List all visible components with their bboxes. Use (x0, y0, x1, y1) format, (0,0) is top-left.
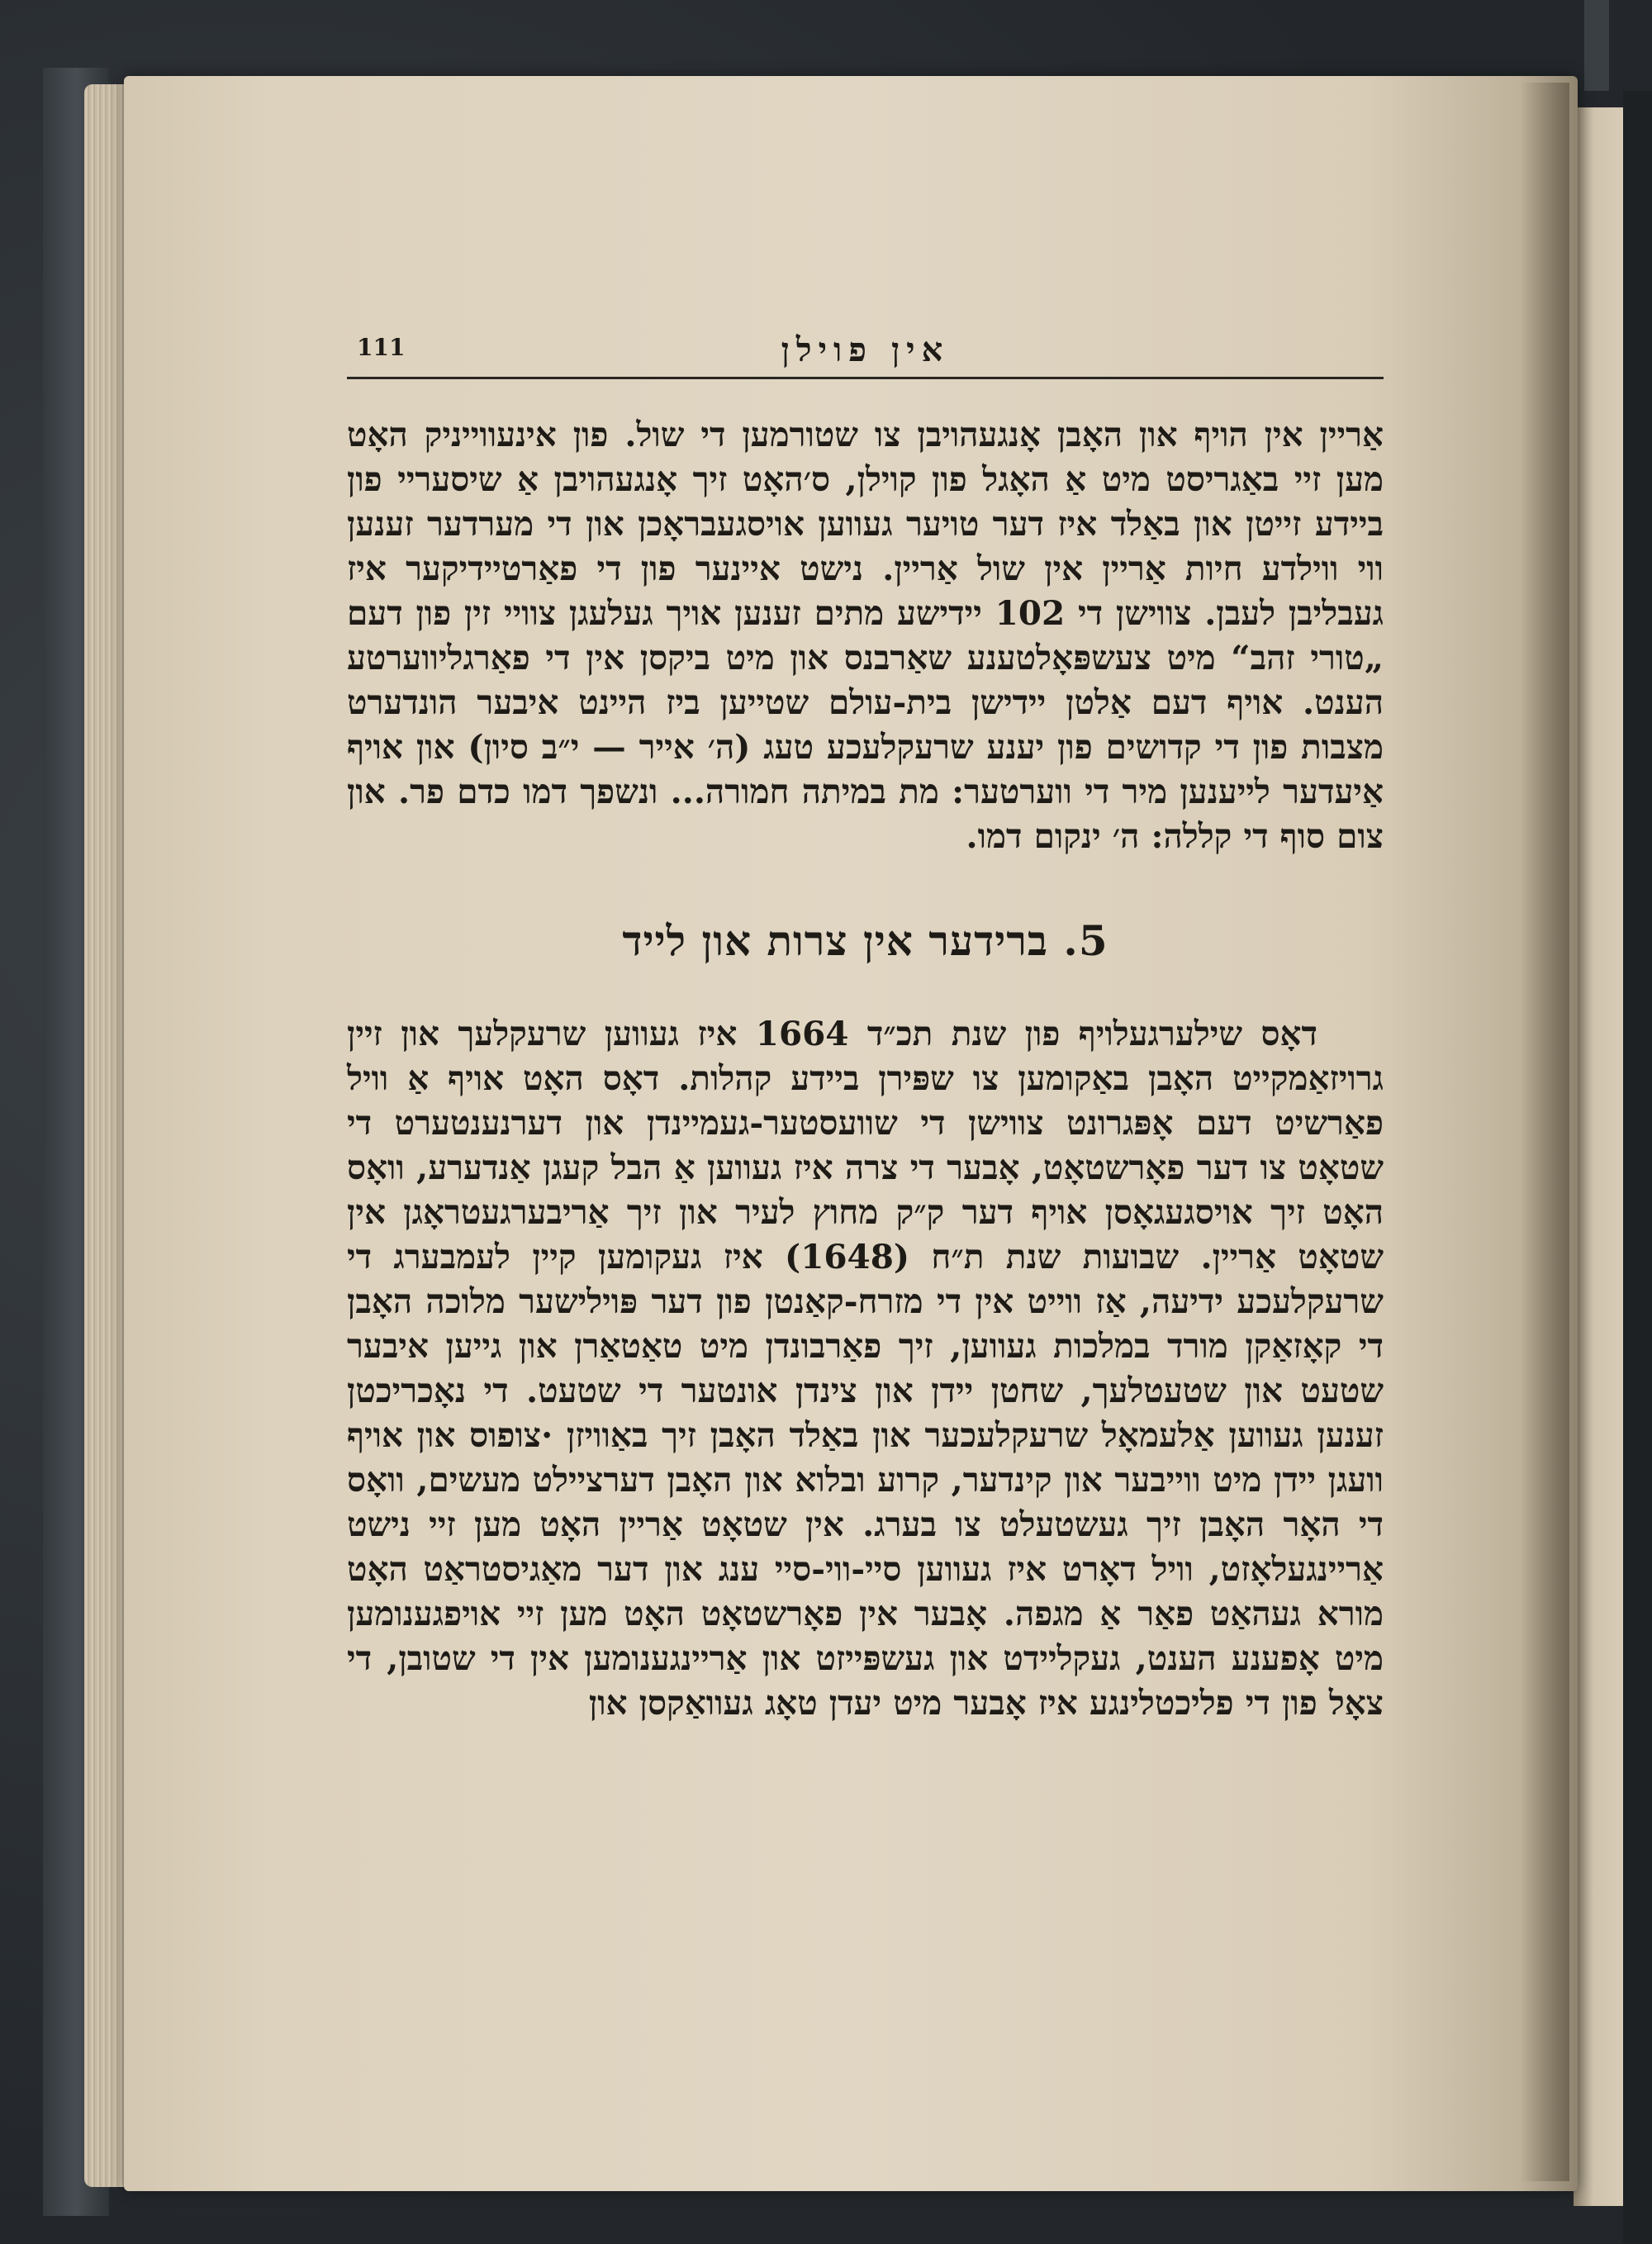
gutter-shadow (1520, 83, 1569, 2181)
section-heading: 5. ברידער אין צרות און לייד (622, 916, 1108, 965)
book-spine-tab (1584, 0, 1609, 91)
page-header (347, 330, 1384, 379)
paragraph-2: דאָס שילערגעלויף פון שנת תכ״ד 1664 איז געווען שרעקלעך און זיין גרויזאַמקייט האָבן באַקומען צו שפּירן ביידע קהלות. דאָס האָט אויף אַ וויל פאַרשיט דעם אָפּגרונט צווישן די שוועסטער-געמיינדן און דערנענטערט די שטאָט צו דער פאָרשטאָט, אָבער די צרה איז געווען אַ הבל קעגן אַנדערע, וואָס האָט זיך אויסגעגאָסן אויף דער ק״ק מחוץ לעיר און זיך אַריבערגעטראָגן אין שטאָט אַריין. שבועות שנת ת״ח (1648) איז געקומען קיין לעמבערג די שרעקלעכע ידיעה, אַז ווייט אין די מזרח-קאַנטן פון דער פּוילישער מלוכה האָבן די קאָזאַקן מורד במלכות געווען, זיך פאַרבונדן מיט טאַטאַרן און גייען איבער שטעט און שטעטלעך, שחטן יידן און צינדן אונטער די שטעט. די נאָכריכטן זענען געווען אַלעמאָל שרעקלעכער און באַלד האָבן זיך באַוויזן ·צופוס און אויף וועגן יידן מיט ווייבער און קינדער, קרוע ובלוא און האָבן דערציילט מעשים, וואָס די האָר האָבן זיך געשטעלט צו בערג. אין שטאָט אַריין האָט מען זיי נישט אַריינגעלאָזט, וויל דאָרט איז געווען סיי-ווי-סיי ענג און דער מאַגיסטראַט האָט מורא געהאַט פאַר אַ מגפה. אָבער אין פאָרשטאָט האָט מען זיי אויפגענומען מיט אָפענע הענט, געקליידט און געשפּייזט און אַריינגענומען אין די שטובן, די צאָל פון די פליכטלינגע איז אָבער מיט יעדן טאָג געוואַקסן און (347, 1014, 1384, 1723)
facing-page-edge (1574, 107, 1623, 2206)
book-cover-right (1623, 91, 1652, 2244)
running-title: אין פוילן (781, 330, 950, 369)
page-number: 111 (357, 334, 406, 361)
page-content (347, 330, 1384, 1725)
paragraph-1: אַריין אין הויף און האָבן אָנגעהויבן צו שטורמען די שול. פון אינעווייניק האָט מען זיי באַגריסט מיט אַ האָגל פון קוילן, ס׳האָט זיך אָנגעהויבן אַ שיסעריי פון ביידע זייטן און באַלד איז דער טויער געווען אויסגעבראָכן און די מערדער זענען ווי ווילדע חיות אַריין אין שול אַריין. נישט איינער פון די פאַרטיידיקער איז געבליבן לעבן. צווישן די 102 יידישע מתים זענען אויך געלעגן צוויי זין פון דעם „טורי זהב“ מיט צעשפּאָלטענע שאַרבנס און מיט ביקסן אין די פאַרגליווערטע הענט. אויף דעם אַלטן יידישן בית-עולם שטייען ביז היינט איבער הונדערט מצבות פון די קדושים פון יענע שרעקלעכע טעג (ה׳ אייר — י״ב סיון) און אויף אַיעדער לייענען מיר די ווערטער: מת במיתה חמורה... ונשפך דמו כדם פר. און צום סוף די קללה: ה׳ ינקום דמו. (347, 415, 1384, 856)
